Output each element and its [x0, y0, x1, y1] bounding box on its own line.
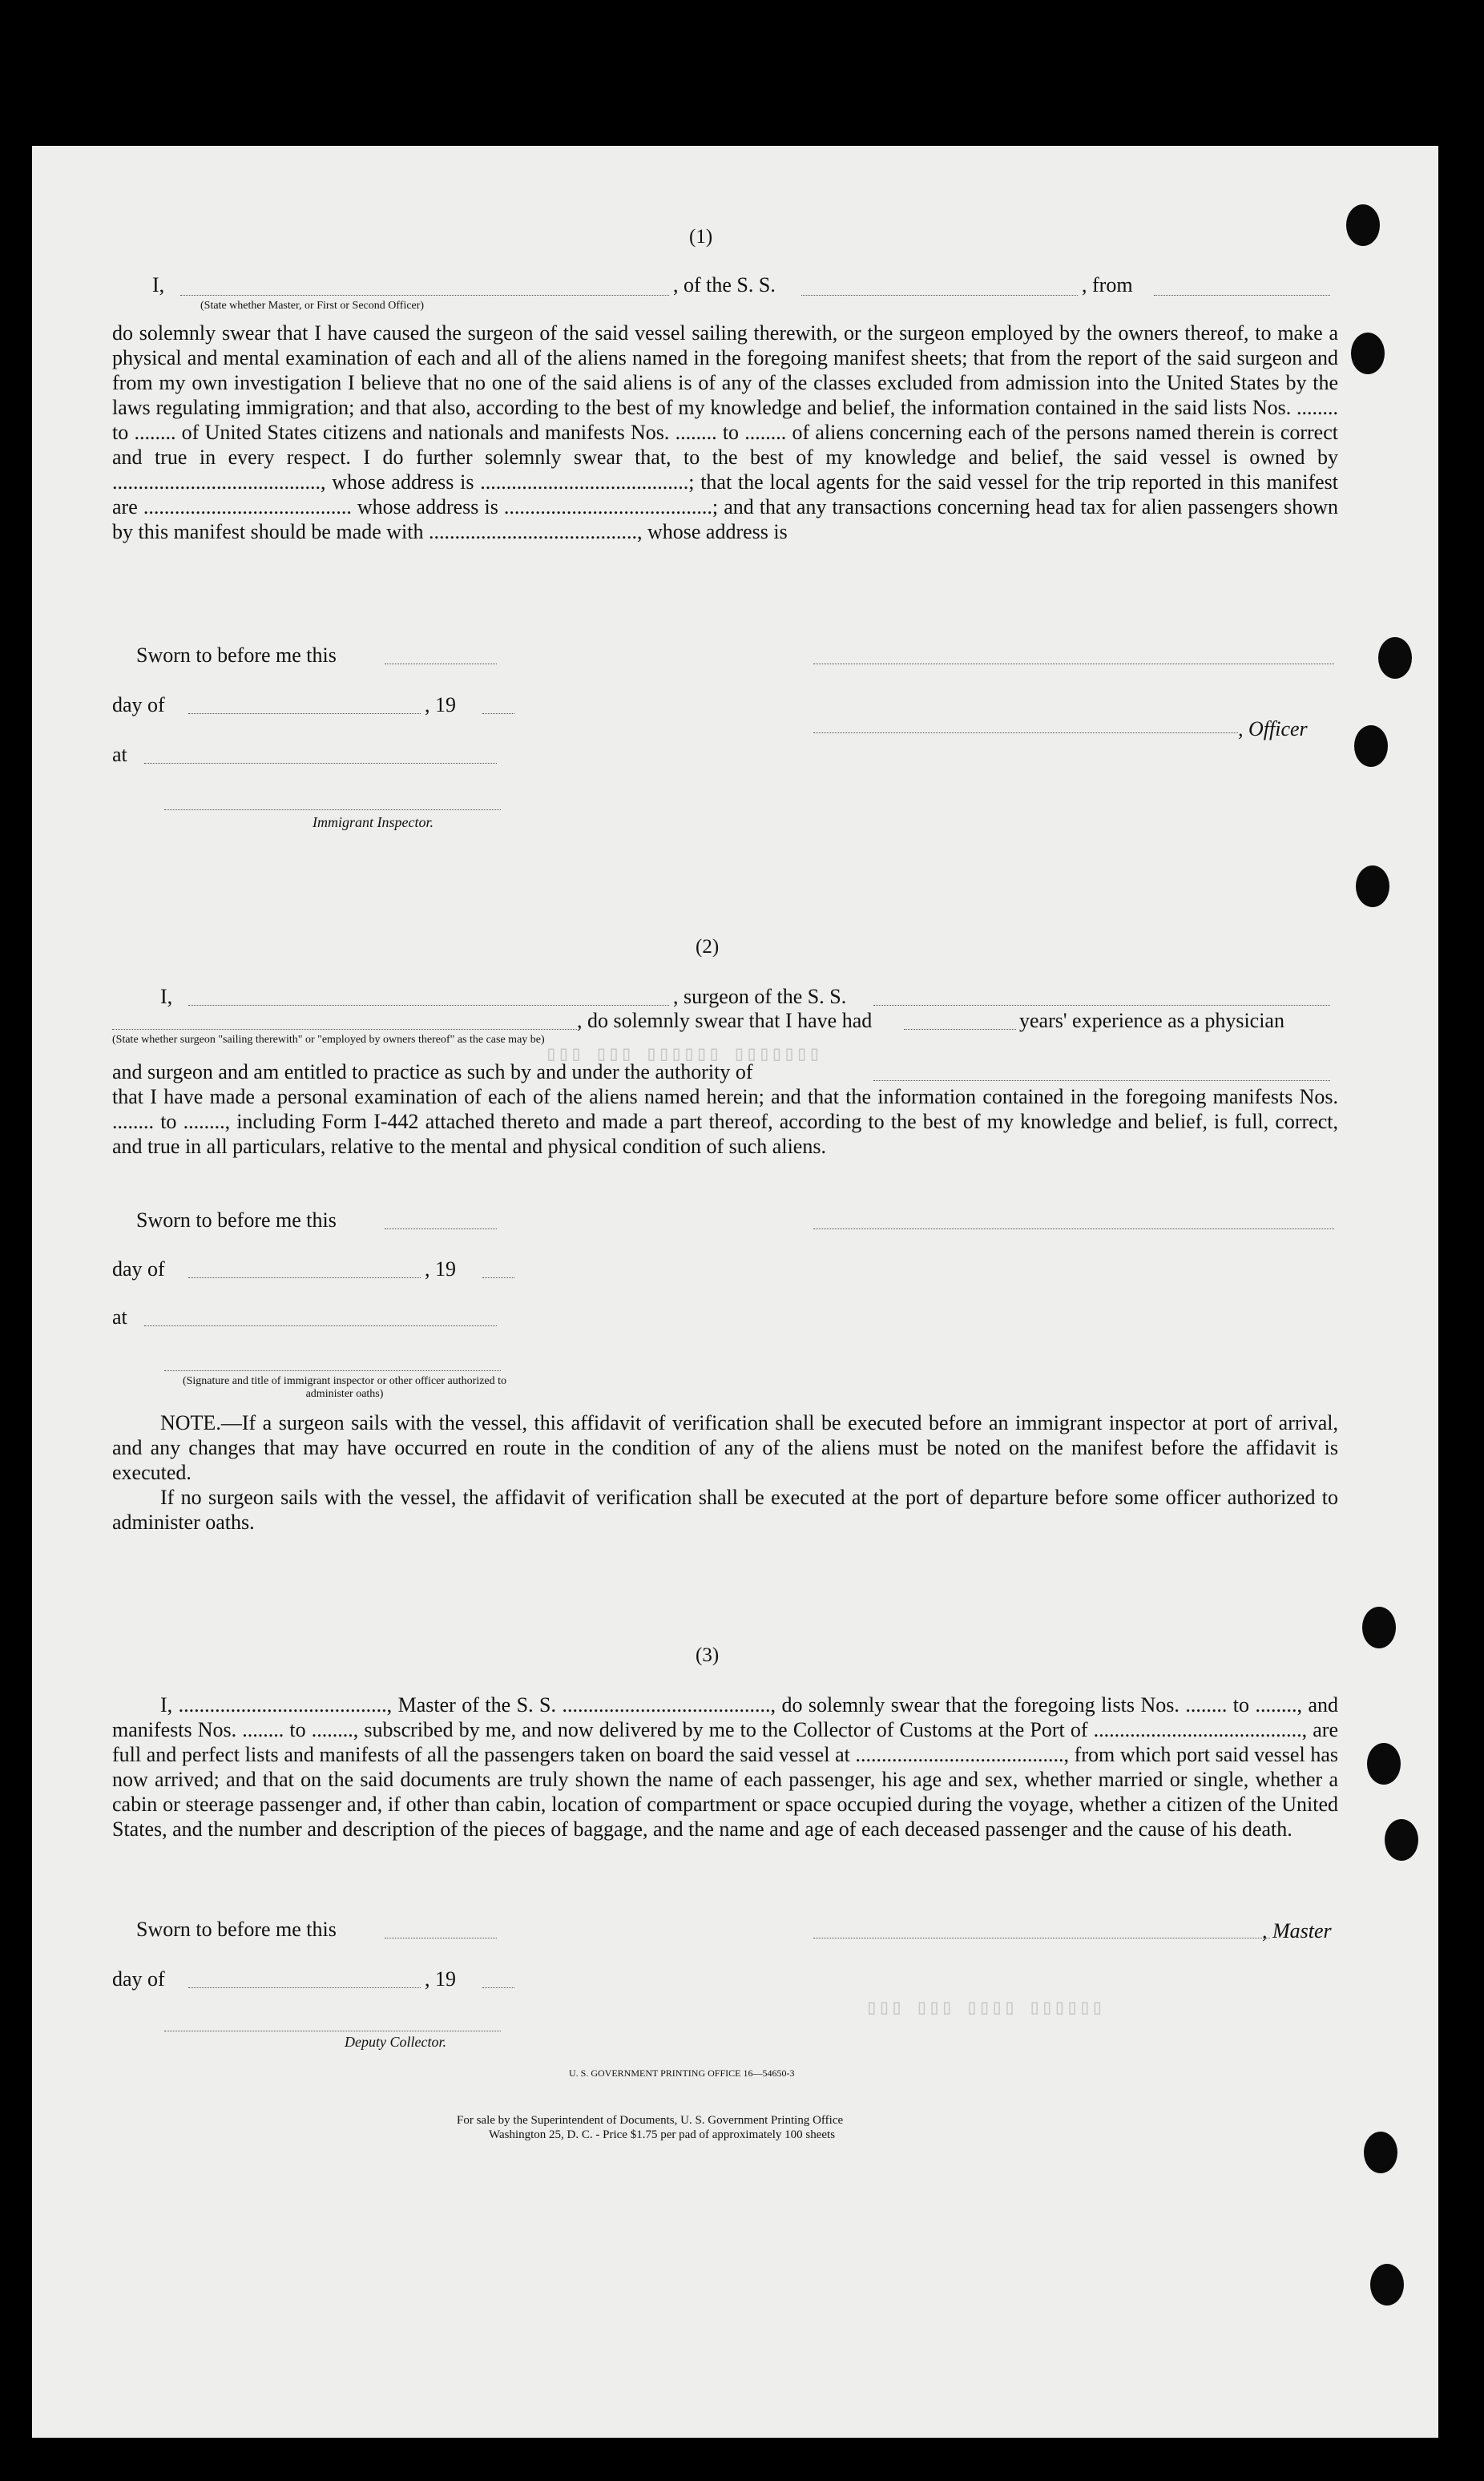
- bleed-through-text: ▯▯▯ ▯▯▯ ▯▯▯▯▯▯ ▯▯▯▯▯▯▯: [545, 1043, 821, 1067]
- year-line-3: [482, 1987, 514, 1988]
- at-line-1: [144, 763, 497, 764]
- day-line-2: [188, 1277, 421, 1278]
- authority-line: [873, 1080, 1330, 1081]
- punch-hole: [1364, 2132, 1397, 2173]
- section-2-number: (2): [696, 936, 720, 958]
- punch-hole: [1356, 865, 1389, 907]
- gpo-imprint: U. S. GOVERNMENT PRINTING OFFICE 16—54650-3: [569, 2068, 795, 2079]
- punch-hole: [1385, 1819, 1418, 1861]
- authority-label: and surgeon and am entitled to practice as such by and under the authority of: [112, 1060, 753, 1083]
- day-line-1: [188, 713, 421, 714]
- note-label: NOTE.: [160, 1411, 221, 1434]
- punch-hole: [1362, 1607, 1396, 1648]
- sale-notice-2: Washington 25, D. C. - Price $1.75 per pad of approximately 100 sheets: [489, 2128, 836, 2141]
- surgeon-signature-line: [813, 1228, 1334, 1229]
- day-line-3: [188, 1987, 421, 1988]
- note-paragraph-2: If no surgeon sails with the vessel, the affidavit of verification shall be executed at the port of departure before some officer authorized to administer oaths.: [112, 1486, 1338, 1534]
- deputy-collector-label: Deputy Collector.: [345, 2034, 446, 2050]
- section-2-oath-text: that I have made a personal examination of each of the aliens named herein; and that the information contained in the foregoing manifests Nos. ........ to ........, including Form I-442 attached thereto and made a part thereof, according to the best of my knowledge and belief, is full, correct, and true in all particulars, relative to the mental and physical condition of such aliens.: [112, 1085, 1338, 1158]
- officer-label: , Officer: [1238, 717, 1308, 740]
- note-text-1: —If a surgeon sails with the vessel, this affidavit of verification shall be executed before an immigrant inspector at port of arrival, and any changes that may have occurred en route in the condition of any of the aliens must be noted on the manifest before the affidavit is executed.: [112, 1411, 1338, 1484]
- officer-rank-line: [180, 295, 669, 296]
- year-prefix-2: , 19: [425, 1257, 456, 1281]
- note-paragraph-1: [112, 1410, 1338, 1485]
- punch-hole: [1370, 2264, 1404, 2306]
- swear-had-label: , do solemnly swear that I have had: [577, 1009, 873, 1032]
- vessel-name-line: [801, 295, 1078, 296]
- at-line-2: [144, 1325, 497, 1326]
- inspector-signature-line: [164, 809, 501, 810]
- section-3-oath-text: I, ........................................, Master of the S. S. ........................................, do solemnly swear that the foregoing lists Nos. ........ to ........, and manifests Nos. ........ to ........, subscribed by me, and now delivered by me to the Collector of Customs at the Port of ........................................, are full and perfect lists and manifests of all the passengers taken on board the said vessel at ........................................, from which port said vessel has now arrived; and that on the said documents are truly shown the name of each passenger, his age and sex, whether married or single, whether a cabin or steerage passenger and, if other than cabin, location of compartment or space occupied during the voyage, whether a citizen of the United States, and the number and description of the pieces of baggage, and the name and age of each deceased passenger and the cause of his death.: [112, 1693, 1338, 1841]
- surgeon-of-ss-label: , surgeon of the S. S.: [673, 985, 847, 1008]
- section-3-number: (3): [696, 1644, 720, 1666]
- sworn-label-2: Sworn to before me this: [136, 1208, 337, 1232]
- sale-notice-1: For sale by the Superintendent of Documents, U. S. Government Printing Office: [457, 2114, 844, 2127]
- year-prefix-3: , 19: [425, 1967, 456, 1991]
- immigrant-inspector-label: Immigrant Inspector.: [313, 814, 434, 830]
- year-prefix-1: , 19: [425, 693, 456, 716]
- of-the-ss-label: , of the S. S.: [673, 273, 776, 297]
- day-of-label-2: day of: [112, 1257, 165, 1281]
- surgeon-name-line: [112, 1029, 577, 1030]
- oath-officer-signature-line: [164, 1370, 501, 1371]
- section-1-number: (1): [689, 226, 713, 248]
- bleed-through-text: ▯▯▯ ▯▯▯ ▯▯▯▯ ▯▯▯▯▯▯: [865, 1996, 1104, 2020]
- sworn-date-line-2: [385, 1228, 497, 1229]
- signature-caption: (Signature and title of immigrant inspector or other officer authorized to administer oaths): [182, 1375, 507, 1400]
- at-label-2: at: [112, 1305, 127, 1329]
- surgeon-status-line: [188, 1005, 669, 1006]
- punch-hole: [1378, 637, 1412, 679]
- officer-signature-line: [813, 732, 1238, 733]
- manifest-page: [32, 146, 1438, 2438]
- at-label-1: at: [112, 743, 127, 766]
- day-of-label-3: day of: [112, 1967, 165, 1991]
- section-1-i: I,: [152, 273, 165, 297]
- surgeon-vessel-line: [873, 1005, 1330, 1006]
- punch-hole: [1354, 725, 1388, 767]
- day-of-label-1: day of: [112, 693, 165, 716]
- years-experience-label: years' experience as a physician: [1019, 1009, 1284, 1032]
- punch-hole: [1367, 1743, 1401, 1785]
- year-line-1: [482, 713, 514, 714]
- punch-hole: [1351, 333, 1385, 374]
- section-1-oath-text: do solemnly swear that I have caused the surgeon of the said vessel sailing therewith, or the surgeon employed by the owners thereof, to make a physical and mental examination of each and all of the aliens named in the foregoing manifest sheets; that from the report of the said surgeon and from my own investigation I believe that no one of the said aliens is of any of the classes excluded from admission into the United States by the laws regulating immigration; and that also, according to the best of my knowledge and belief, the information contained in the said lists Nos. ........ to ........ of United States citizens and nationals and manifests Nos. ........ to ........ of aliens concerning each of the persons named therein is correct and true in every respect. I do further solemnly swear that, to the best of my knowledge and belief, the said vessel is owned by ........................................, whose address is ........................................; that the local agents for the said vessel for the trip reported in this manifest are ........................................ whose address is ........................................; and that any transactions concerning head tax for alien passengers shown by this manifest should be made with ........................................, whose address is: [112, 321, 1338, 543]
- section-1-caption: (State whether Master, or First or Second Officer): [200, 300, 425, 312]
- years-line: [904, 1029, 1016, 1030]
- punch-hole: [1346, 204, 1380, 246]
- section-2-caption: (State whether surgeon "sailing therewith" or "employed by owners thereof" as the case may be): [112, 1034, 545, 1046]
- sworn-label-1: Sworn to before me this: [136, 643, 337, 667]
- from-label: , from: [1082, 273, 1133, 297]
- section-2-i: I,: [160, 985, 173, 1008]
- year-line-2: [482, 1277, 514, 1278]
- master-label: , Master: [1262, 1919, 1332, 1942]
- from-port-line: [1154, 295, 1330, 296]
- sworn-label-3: Sworn to before me this: [136, 1918, 337, 1941]
